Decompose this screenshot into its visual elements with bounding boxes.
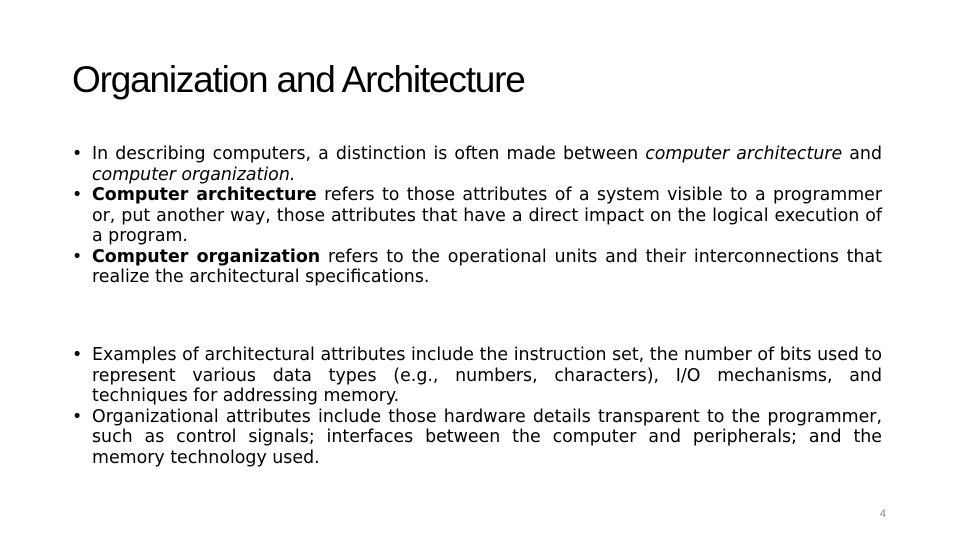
bullet-text: Examples of architectural attributes include the instruction set, the number of bits used to represent various data types (e.g., numbers, characters), I/O mechanisms, and techniques for addressing memory. — [92, 345, 882, 406]
term-computer-organization-bold: Computer organization — [92, 246, 321, 267]
term-computer-organization: computer organization. — [92, 164, 296, 185]
bullet-marker: • — [72, 345, 83, 365]
term-computer-architecture: computer architecture — [645, 144, 843, 164]
bullet-text: refers to those attributes of a system visible to a programmer or, put another way, those attributes that have a direct impact on the logical execution of a program. — [92, 185, 883, 246]
bullet-marker: • — [72, 406, 83, 427]
bullet-marker: • — [72, 144, 83, 164]
bullet-text: In describing computers, a distinction is often made between — [92, 144, 646, 164]
bullet-text: Organizational attributes include those hardware details transparent to the programmer, such as control signals; interfaces between the computer and peripherals; and the memory technology used. — [92, 406, 882, 468]
bullet-item — [72, 407, 882, 469]
page-number: 4 — [879, 508, 886, 520]
bullet-item — [72, 247, 882, 288]
bullet-text: and — [842, 144, 882, 164]
slide-title: Organization and Architecture — [72, 59, 525, 100]
bullet-list-examples — [72, 345, 882, 468]
term-computer-architecture-bold: Computer architecture — [92, 185, 317, 205]
bullet-marker: • — [72, 246, 83, 267]
bullet-item — [72, 345, 882, 407]
bullet-text: refers to the operational units and their interconnections that realize the architectural specifications. — [92, 246, 882, 287]
bullet-item — [72, 144, 882, 185]
bullet-marker: • — [72, 185, 83, 205]
bullet-item — [72, 185, 882, 247]
bullet-list-definitions — [72, 144, 882, 288]
